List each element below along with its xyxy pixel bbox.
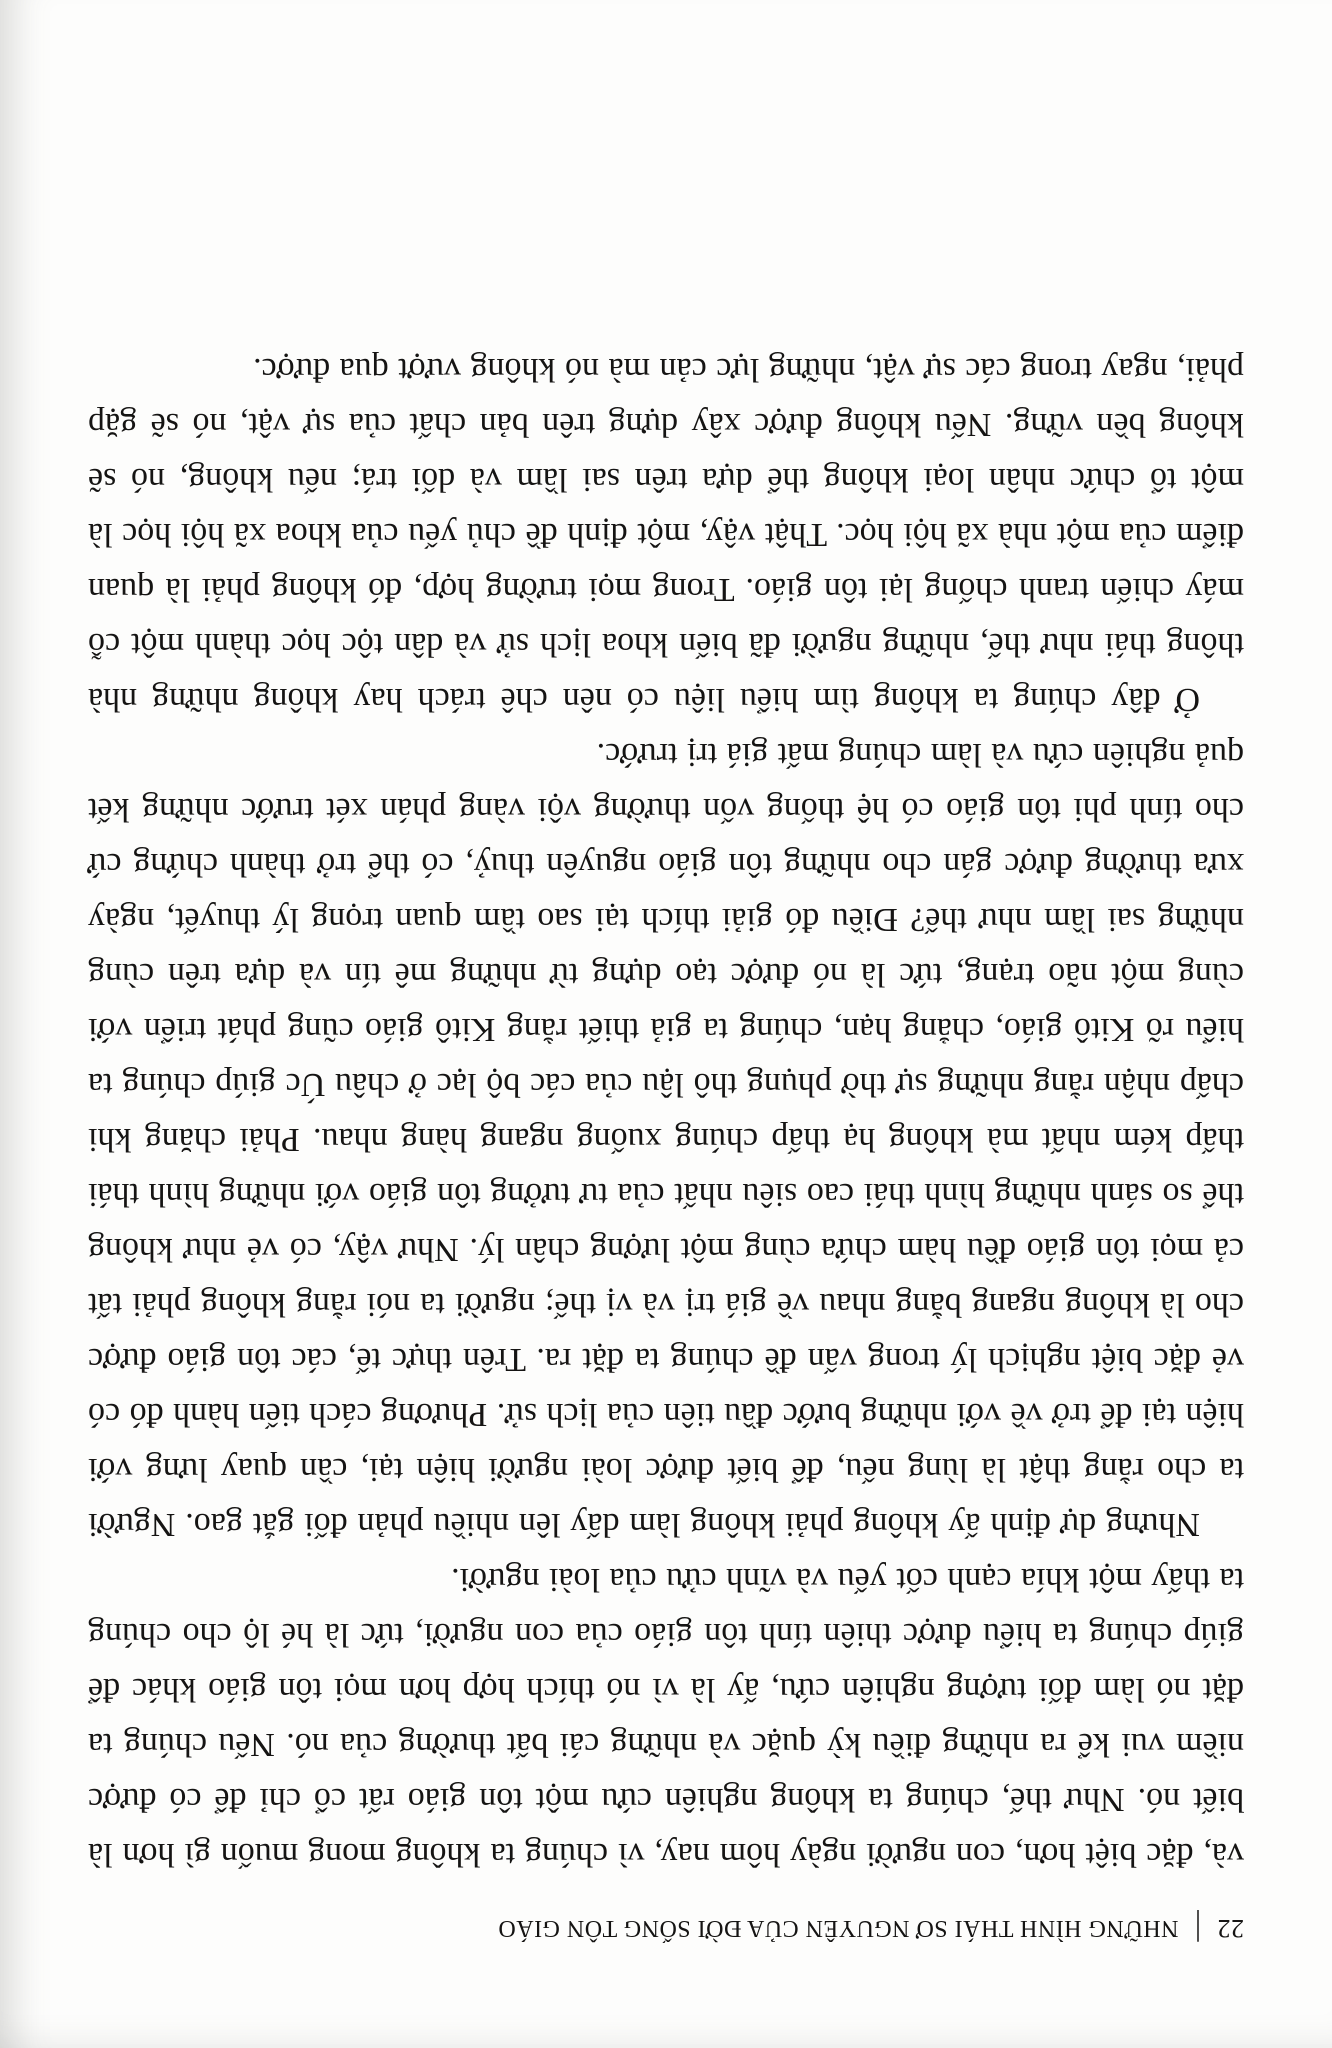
body-paragraph-continuation: và, đặc biệt hơn, con người ngày hôm nay, vì chúng ta không mong muốn gì hơn là biết nó. Như thế, chúng ta không nghiên cứu một tôn giáo rất cổ chỉ để có được niềm vui kể ra những điều kỳ quặc và những cái bất thường của nó. Nếu chúng ta đặt nó làm đối tượng nghiên cứu, ấy là vì nó thích hợp hơn mọi tôn giáo khác để giúp chúng ta hiểu được thiên tính tôn giáo của con người, tức là hé lộ cho chúng ta thấy một khía cạnh cốt yếu và vĩnh cửu của loài người.: [88, 1561, 1244, 1873]
body-paragraph: Ở đây chúng ta không tìm hiểu liệu có nên chê trách hay không những nhà thông thái như thế, những người đã biến khoa lịch sử và dân tộc học thành một cỗ máy chiến tranh chống lại tôn giáo. Trong mọi trường hợp, đó không phải là quan điểm của một nhà xã hội học. Thật vậy, một định đề chủ yếu của khoa xã hội học là một tổ chức nhân loại không thể dựa trên sai lầm và dối trá; nếu không, nó sẽ không bền vững. Nếu không được xây dựng trên bản chất của sự vật, nó sẽ gặp phải, ngay trong các sự vật, những lực cản mà nó không vượt qua được.: [88, 351, 1244, 718]
header-divider: |: [1194, 1909, 1201, 1948]
body-paragraph: Nhưng dự định ấy không phải không làm dấy lên nhiều phản đối gắt gao. Người ta cho rằng thật là lùng nếu, để biết được loài người hiện tại, cần quay lưng với hiện tại để trở về với những bước đầu tiên của lịch sử. Phương cách tiến hành đó có vẻ đặc biệt nghịch lý trong vấn đề chúng ta đặt ra. Trên thực tế, các tôn giáo được cho là không ngang bằng nhau về giá trị và vị thế; người ta nói rằng không phải tất cả mọi tôn giáo đều hàm chứa cùng một lượng chân lý. Như vậy, có vẻ như không thể so sánh những hình thái cao siêu nhất của tư tưởng tôn giáo với những hình thái thấp kém nhất mà không hạ thấp chúng xuống ngang hàng nhau. Phải chăng khi chấp nhận rằng những sự thờ phụng thô lậu của các bộ lạc ở châu Úc giúp chúng ta hiểu rõ Kitô giáo, chẳng hạn, chúng ta giả thiết rằng Kitô giáo cũng phát triển với cùng một não trạng, tức là nó được tạo dựng từ những mê tín và dựa trên cùng những sai lầm như thế? Điều đó giải thích tại sao tầm quan trọng lý thuyết, ngày xưa thường được gán cho những tôn giáo nguyên thuỷ, có thể trở thành chứng cứ cho tính phi tôn giáo có hệ thống vốn thường vội vàng phán xét trước những kết quả nghiên cứu và làm chúng mất giá trị trước.: [88, 736, 1244, 1543]
running-header: [88, 1909, 1244, 1948]
running-title: NHỮNG HÌNH THÁI SƠ NGUYÊN CỦA ĐỜI SỐNG TÔN GIÁO: [497, 1915, 1179, 1941]
page-number: 22: [1217, 1914, 1244, 1943]
